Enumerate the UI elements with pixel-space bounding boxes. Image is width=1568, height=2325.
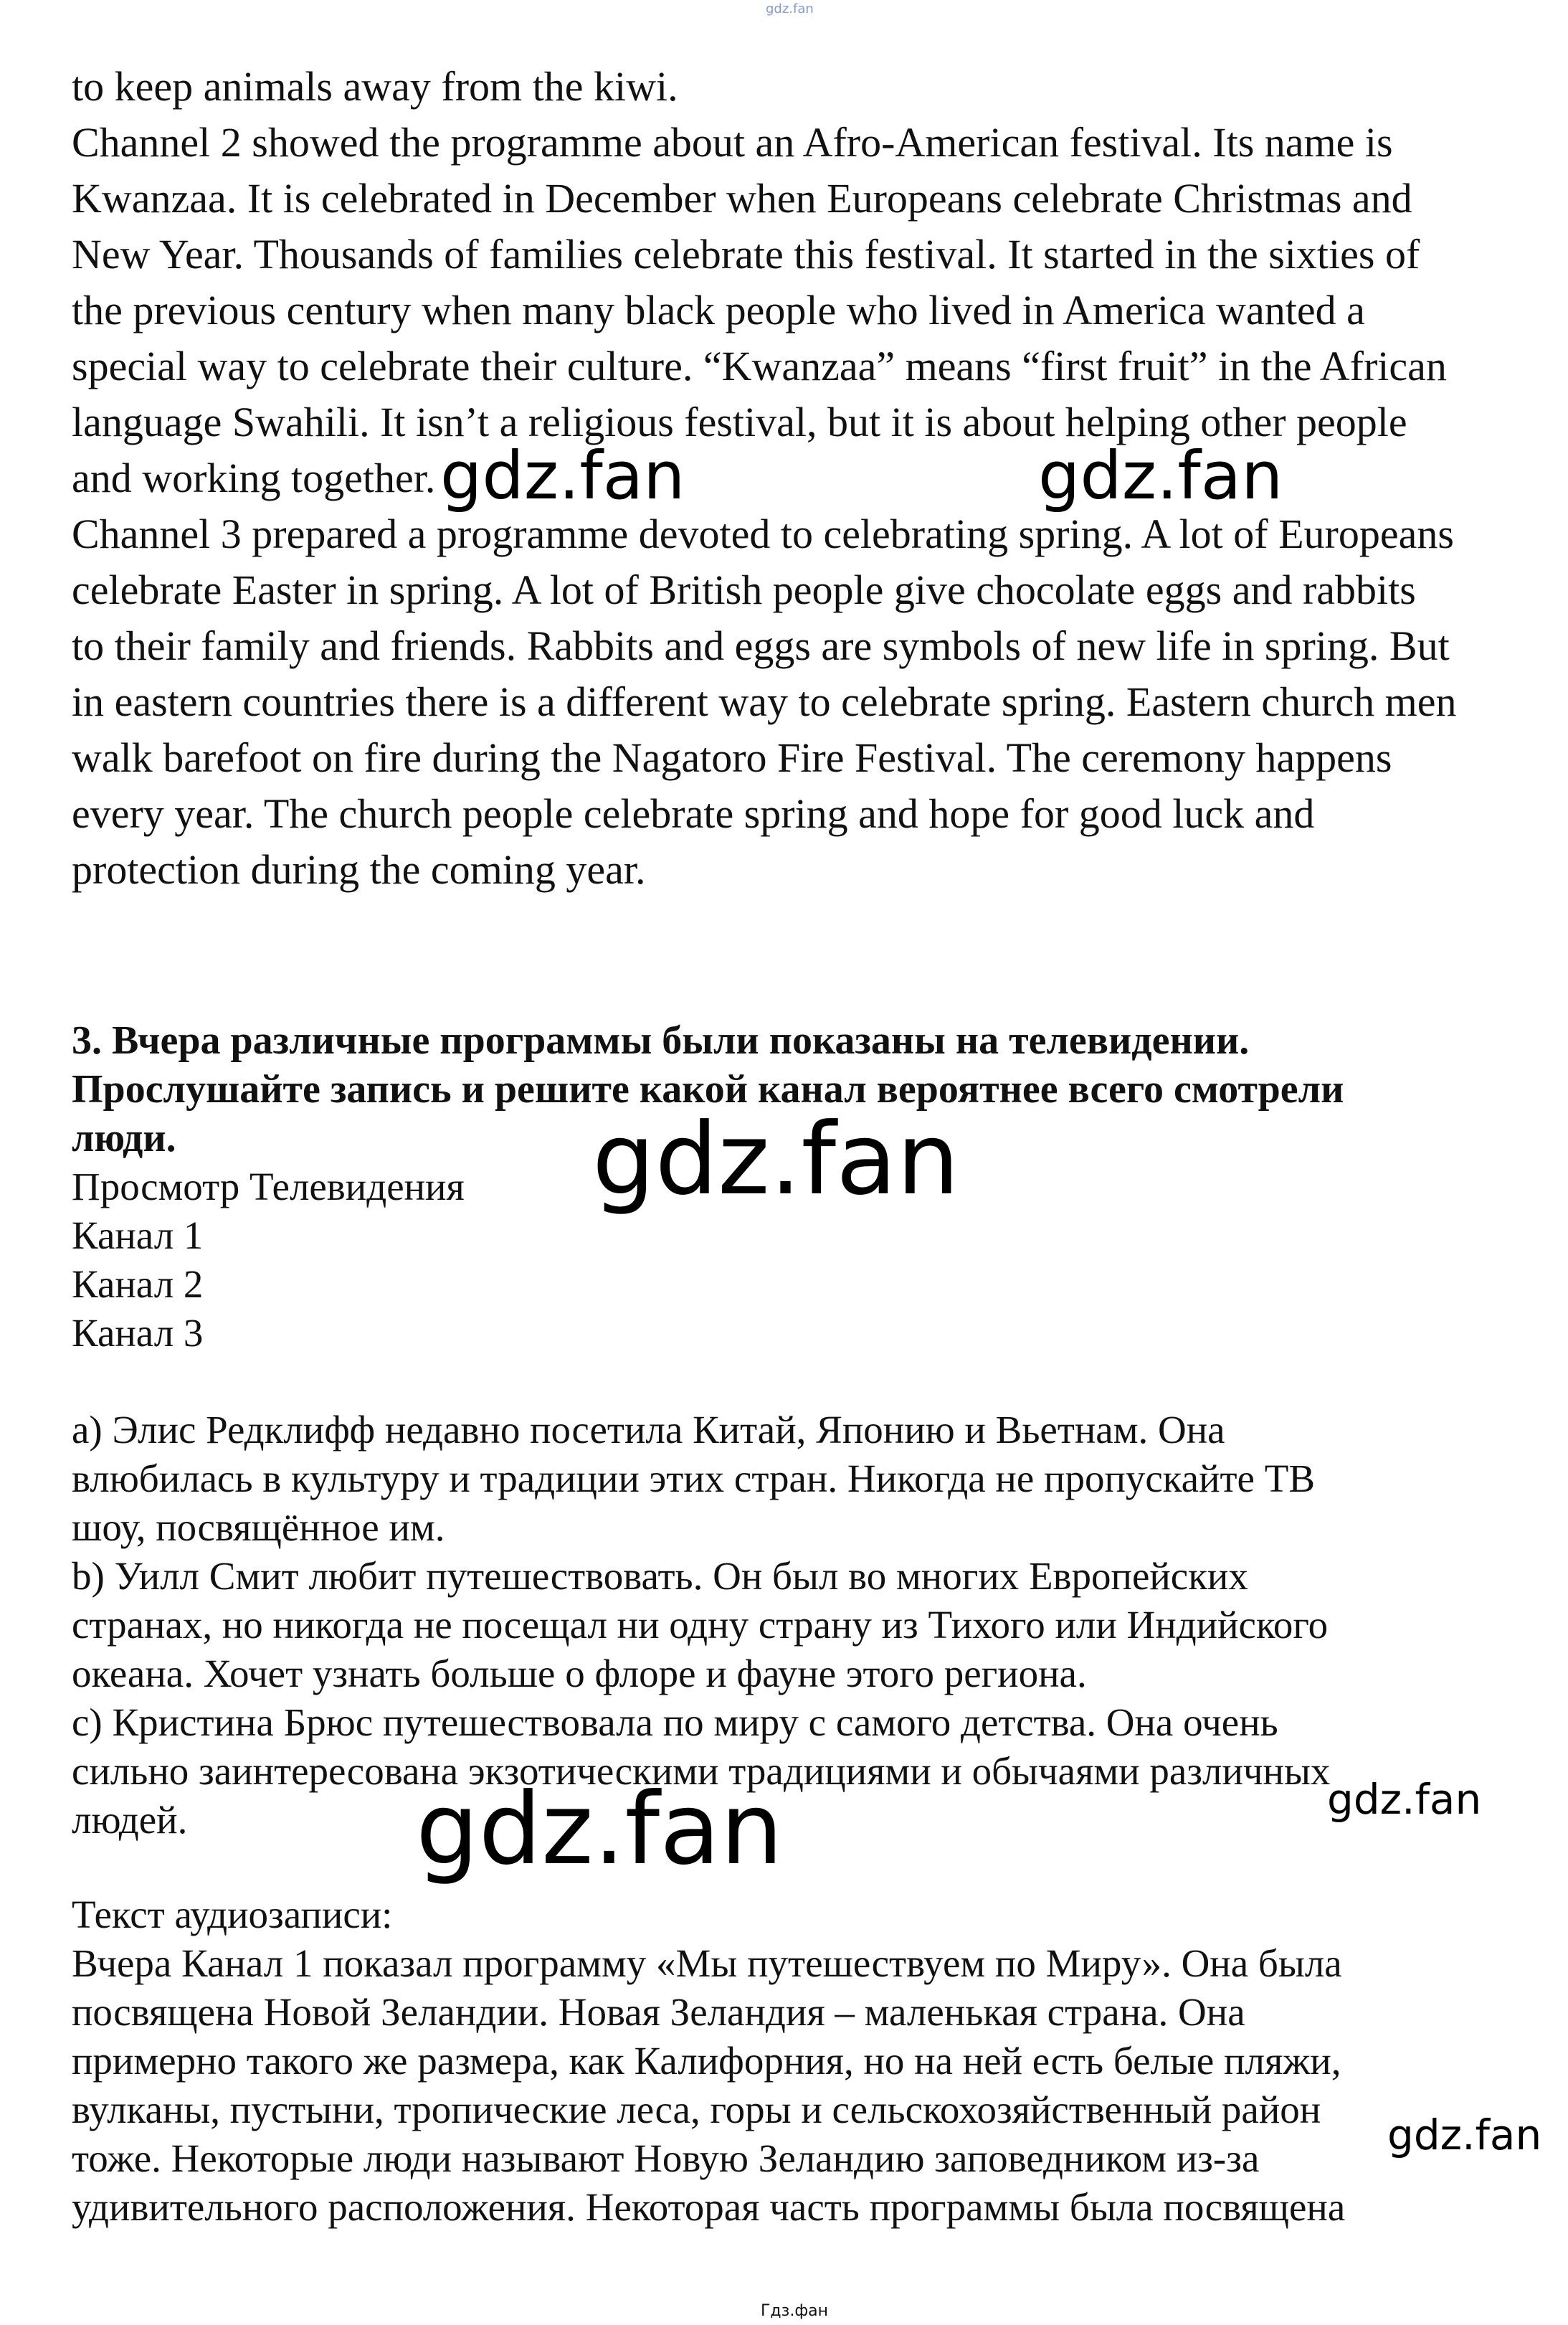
- option-line: океана. Хочет узнать больше о флоре и фауне этого региона.: [72, 1652, 1087, 1695]
- option-line: a) Элис Редклифф недавно посетила Китай, Японию и Вьетнам. Она: [72, 1408, 1225, 1452]
- english-line: every year. The church people celebrate spring and hope for good luck and: [72, 790, 1315, 837]
- english-line: to keep animals away from the kiwi.: [72, 63, 678, 110]
- audio-line: тоже. Некоторые люди называют Новую Зеландию заповедником из-за: [72, 2136, 1260, 2180]
- task-heading-line: Прослушайте запись и решите какой канал вероятнее всего смотрели: [72, 1067, 1344, 1112]
- top-watermark: gdz.fan: [766, 1, 814, 16]
- english-line: language Swahili. It isn’t a religious festival, but it is about helping other people: [72, 399, 1407, 445]
- footer-label: Гдз.фан: [761, 2302, 828, 2320]
- watermark: gdz.fan: [1327, 1775, 1482, 1824]
- option-line: странах, но никогда не посещал ни одну страну из Тихого или Индийского: [72, 1603, 1329, 1647]
- option-line: людей.: [72, 1798, 188, 1842]
- english-line: to their family and friends. Rabbits and eggs are symbols of new life in spring. But: [72, 622, 1450, 669]
- english-line: Channel 2 showed the programme about an Afro-American festival. Its name is: [72, 119, 1393, 166]
- english-line: New Year. Thousands of families celebrate this festival. It started in the sixties of: [72, 231, 1420, 278]
- watermark: gdz.fan: [1387, 2111, 1542, 2159]
- watermark: gdz.fan: [592, 1102, 960, 1217]
- audio-line: посвящена Новой Зеландии. Новая Зеландия – маленькая страна. Она: [72, 1990, 1245, 2034]
- english-line: special way to celebrate their culture. “Kwanzaa” means “first fruit” in the African: [72, 343, 1447, 389]
- option-line: c) Кристина Брюс путешествовала по миру с самого детства. Она очень: [72, 1700, 1278, 1744]
- english-line: Channel 3 prepared a programme devoted to celebrating spring. A lot of Europeans: [72, 511, 1454, 557]
- task-heading-line: 3. Вчера различные программы были показаны на телевидении.: [72, 1018, 1250, 1063]
- option-line: сильно заинтересована экзотическими традициями и обычаями различных: [72, 1749, 1331, 1793]
- option-line: влюбилась в культуру и традиции этих стран. Никогда не пропускайте ТВ: [72, 1457, 1316, 1500]
- option-line: шоу, посвящённое им.: [72, 1505, 445, 1549]
- english-line: and working together.: [72, 455, 436, 501]
- audio-line: удивительного расположения. Некоторая часть программы была посвящена: [72, 2185, 1346, 2229]
- watermark: gdz.fan: [440, 437, 685, 514]
- list-line: Канал 3: [72, 1311, 204, 1355]
- english-line: celebrate Easter in spring. A lot of British people give chocolate eggs and rabbits: [72, 567, 1416, 613]
- audio-line: вулканы, пустыни, тропические леса, горы и сельскохозяйственный район: [72, 2088, 1321, 2131]
- option-line: b) Уилл Смит любит путешествовать. Он был во многих Европейских: [72, 1554, 1248, 1598]
- english-line: the previous century when many black people who lived in America wanted a: [72, 287, 1365, 333]
- watermark: gdz.fan: [1038, 437, 1283, 514]
- audio-line: Текст аудиозаписи:: [72, 1893, 393, 1936]
- list-line: Канал 2: [72, 1262, 204, 1306]
- english-line: Kwanzaa. It is celebrated in December when Europeans celebrate Christmas and: [72, 175, 1412, 222]
- audio-line: примерно такого же размера, как Калифорния, но на ней есть белые пляжи,: [72, 2039, 1341, 2083]
- list-line: Канал 1: [72, 1213, 204, 1257]
- english-line: walk barefoot on fire during the Nagatoro Fire Festival. The ceremony happens: [72, 734, 1392, 781]
- english-line: protection during the coming year.: [72, 846, 646, 893]
- list-line: Просмотр Телевидения: [72, 1165, 465, 1208]
- task-heading-line: люди.: [72, 1116, 176, 1160]
- watermark: gdz.fan: [416, 1771, 784, 1887]
- audio-line: Вчера Канал 1 показал программу «Мы путешествуем по Миру». Она была: [72, 1941, 1342, 1985]
- english-line: in eastern countries there is a different way to celebrate spring. Eastern church men: [72, 678, 1457, 725]
